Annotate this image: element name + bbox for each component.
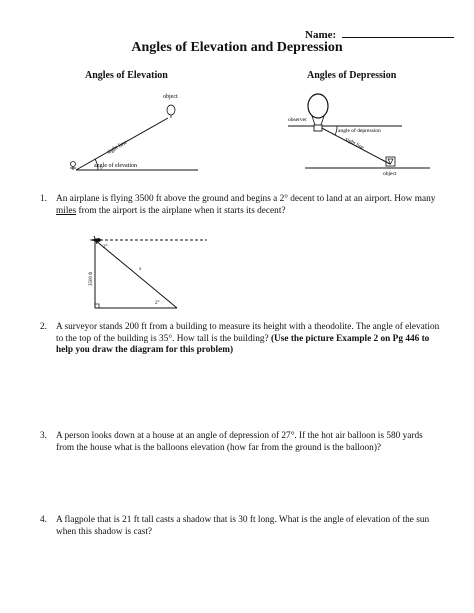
depression-sight-line-label: sight line xyxy=(344,136,365,152)
question-number: 1. xyxy=(40,194,47,204)
elevation-sight-line-label: sight line xyxy=(106,139,129,156)
depression-diagram xyxy=(285,88,435,180)
question-number: 2. xyxy=(40,322,47,332)
observer-figure-icon xyxy=(70,162,76,171)
question-text: A surveyor stands 200 ft from a building to measure its height with a theodolite. The angle of elevation to the top of the building is 35°. How tall is the building? (Use the picture Example 2 on Pg 446 to help you draw the diagram for this problem) xyxy=(56,322,440,355)
elevation-diagram xyxy=(60,88,210,180)
question-number: 3. xyxy=(40,431,47,441)
question-number: 4. xyxy=(40,515,47,525)
depression-angle-arc xyxy=(335,126,337,135)
name-label: Name: xyxy=(305,29,337,41)
object-house-icon xyxy=(386,157,395,166)
object-balloon-icon xyxy=(167,105,175,118)
name-blank-line[interactable] xyxy=(342,28,454,38)
question-4 xyxy=(40,515,440,538)
question-3 xyxy=(40,431,440,454)
elevation-angle-label: angle of elevation xyxy=(94,163,137,169)
depression-object-label: object xyxy=(383,171,397,177)
page-title: Angles of Elevation and Depression xyxy=(131,40,343,55)
top-angle-label: 2° xyxy=(103,245,108,250)
depression-observer-label: observer xyxy=(288,117,307,123)
elevation-object-label: object xyxy=(163,94,178,100)
question-2 xyxy=(40,322,440,357)
right-angle-marker xyxy=(95,304,99,308)
height-label: 3500 ft xyxy=(89,271,94,286)
airplane-descent-diagram xyxy=(85,232,215,314)
question-text: A flagpole that is 21 ft tall casts a shadow that is 30 ft long. What is the angle of elevation of the sun when this shadow is cast? xyxy=(56,515,430,537)
descent-path-line xyxy=(95,240,177,308)
depression-angle-label: angle of depression xyxy=(338,128,381,134)
question-1 xyxy=(40,194,440,217)
hot-air-balloon-icon xyxy=(308,94,328,131)
depression-heading: Angles of Depression xyxy=(307,70,397,81)
hypotenuse-label: x xyxy=(139,267,142,272)
bottom-angle-label: 2° xyxy=(155,301,160,306)
question-text: An airplane is flying 3500 ft above the ground and begins a 2° decent to land at an airport. How many miles from the airport is the airplane when it starts its decent? xyxy=(56,194,436,216)
question-text: A person looks down at a house at an angle of depression of 27°. If the hot air balloon is 580 yards from the house what is the balloons elevation (how far from the ground is the balloon)? xyxy=(56,431,423,453)
elevation-heading: Angles of Elevation xyxy=(85,70,168,81)
